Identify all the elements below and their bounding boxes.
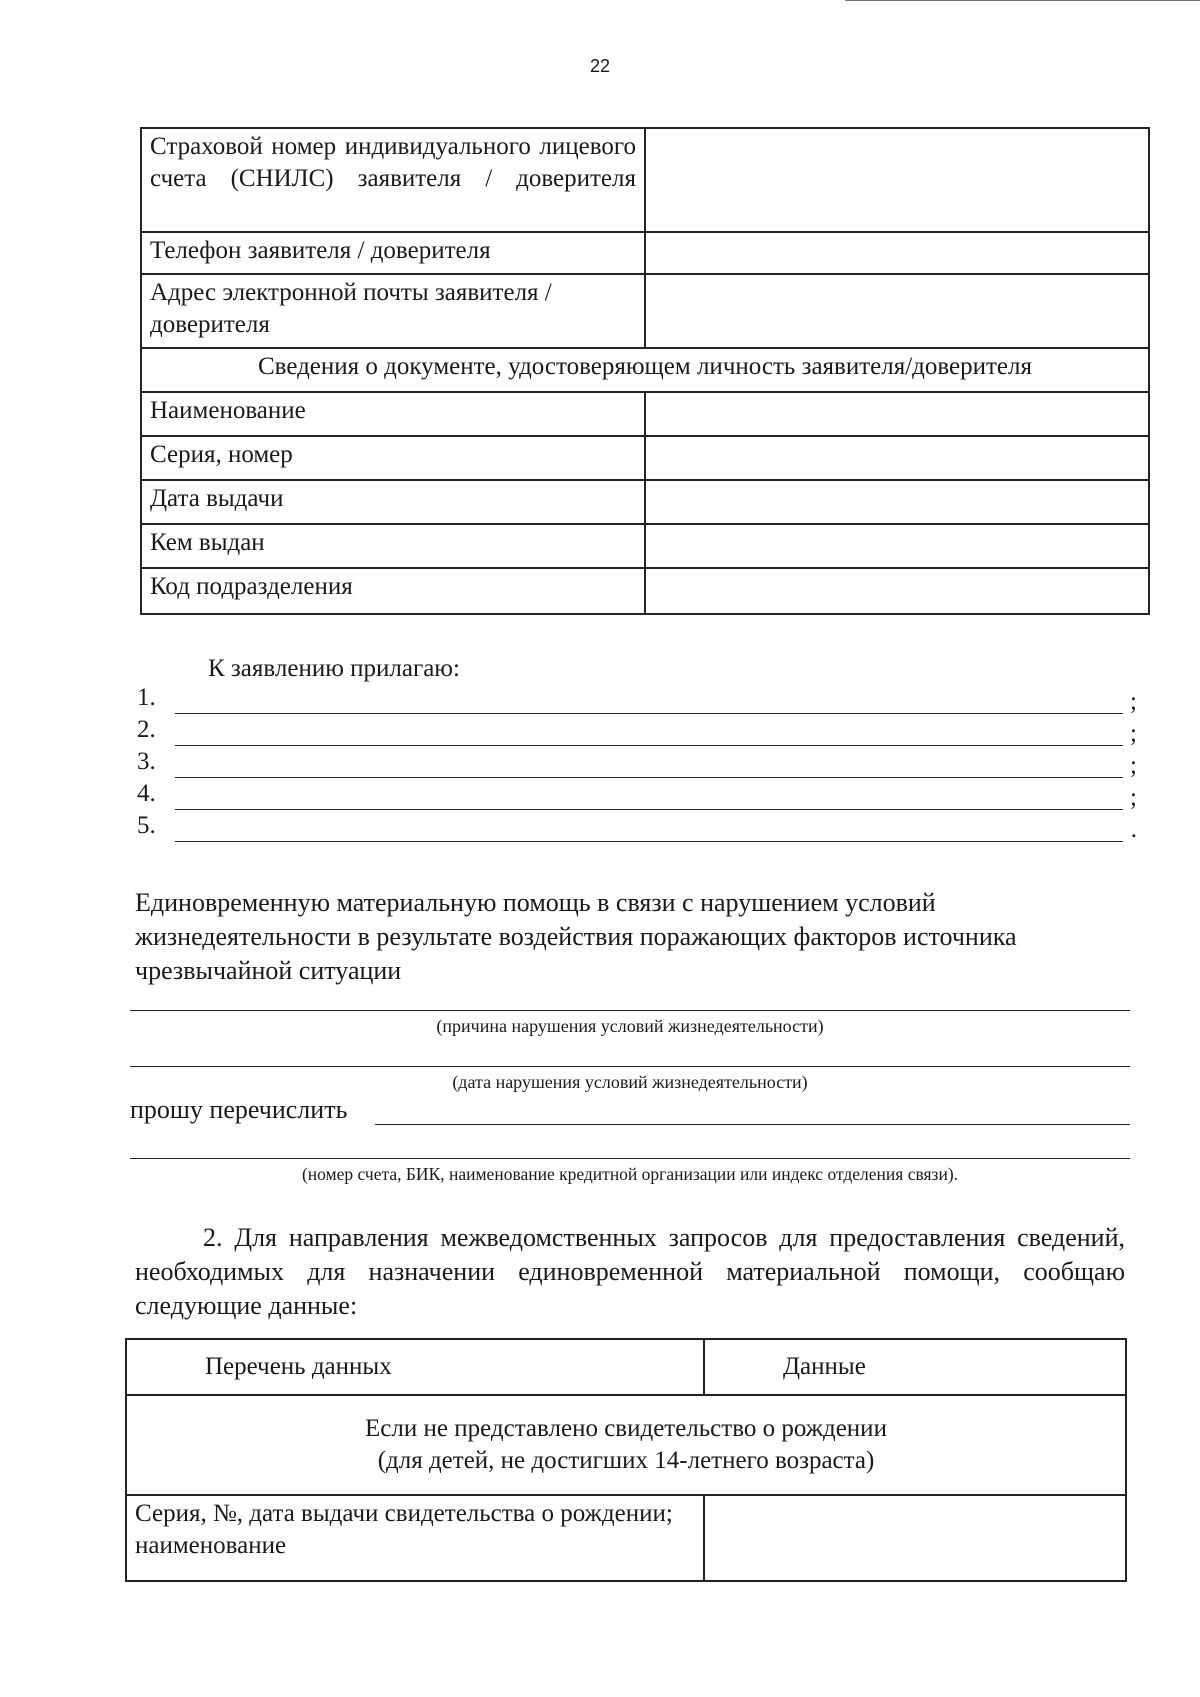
table-row <box>126 1339 1126 1395</box>
doc-issue-date-value-cell[interactable] <box>645 480 1149 524</box>
table-row <box>126 1495 1126 1581</box>
date-input-line[interactable] <box>130 1066 1130 1067</box>
doc-issued-by-value-cell[interactable] <box>645 524 1149 568</box>
transfer-input-line[interactable] <box>375 1124 1130 1125</box>
attachment-number: 1. <box>137 684 156 711</box>
phone-value-cell[interactable] <box>645 232 1149 274</box>
email-label: Адрес электронной почты заявителя / доверителя <box>141 274 645 348</box>
attachment-end-mark: ; <box>1130 688 1137 715</box>
attachment-end-mark: ; <box>1130 784 1137 811</box>
doc-name-label: Наименование <box>141 392 645 436</box>
attachment-number: 5. <box>137 812 156 839</box>
snils-label: Страховой номер индивидуального лицевого счета (СНИЛС) заявителя / доверителя <box>141 128 645 232</box>
header-col2: Данные <box>704 1339 1126 1395</box>
table-row <box>141 348 1149 392</box>
attachment-number: 3. <box>137 748 156 775</box>
table-row <box>141 524 1149 568</box>
attachment-row <box>137 812 1137 844</box>
attachment-row <box>137 716 1137 748</box>
data-list-table <box>125 1338 1127 1582</box>
transfer-label: прошу перечислить <box>130 1095 348 1124</box>
top-edge-line <box>845 0 1200 1</box>
attachment-input-line[interactable] <box>175 745 1123 746</box>
birth-certificate-value-cell[interactable] <box>704 1495 1126 1581</box>
header-col1: Перечень данных <box>126 1339 704 1395</box>
attachment-end-mark: ; <box>1130 752 1137 779</box>
doc-issue-date-label: Дата выдачи <box>141 480 645 524</box>
table-row <box>126 1395 1126 1495</box>
doc-issued-by-label: Кем выдан <box>141 524 645 568</box>
attachment-number: 2. <box>137 716 156 743</box>
attachment-input-line[interactable] <box>175 713 1123 714</box>
doc-series-number-value-cell[interactable] <box>645 436 1149 480</box>
payment-paragraph: Единовременную материальную помощь в связи с нарушением условий жизнедеятельности в результате воздействия поражающих факторов источника чрезвычайной ситуации <box>135 888 1017 985</box>
attachment-input-line[interactable] <box>175 777 1123 778</box>
page-number: 22 <box>589 56 611 76</box>
attachment-end-mark: . <box>1130 816 1137 843</box>
reason-caption: (причина нарушения условий жизнедеятельности) <box>436 1016 824 1036</box>
table-row <box>141 436 1149 480</box>
note-line-2: (для детей, не достигших 14-летнего возраста) <box>377 1447 875 1474</box>
attachment-row <box>137 748 1137 780</box>
attachment-row <box>137 780 1137 812</box>
birth-certificate-note <box>126 1395 1126 1495</box>
applicant-info-table <box>140 127 1150 615</box>
attachments-title: К заявлению прилагаю: <box>208 655 460 682</box>
snils-value-cell[interactable] <box>645 128 1149 232</box>
attachment-input-line[interactable] <box>175 841 1123 842</box>
table-row <box>141 480 1149 524</box>
table-row <box>141 392 1149 436</box>
attachment-row <box>137 684 1137 716</box>
attachment-end-mark: ; <box>1130 720 1137 747</box>
doc-series-number-label: Серия, номер <box>141 436 645 480</box>
birth-certificate-label: Серия, №, дата выдачи свидетельства о рождении; наименование <box>126 1495 704 1581</box>
account-caption: (номер счета, БИК, наименование кредитной организации или индекс отделения связи). <box>301 1164 959 1184</box>
account-input-line[interactable] <box>130 1158 1130 1159</box>
doc-division-code-value-cell[interactable] <box>645 568 1149 614</box>
table-row <box>141 274 1149 348</box>
date-caption: (дата нарушения условий жизнедеятельности) <box>452 1072 808 1092</box>
doc-division-code-label: Код подразделения <box>141 568 645 614</box>
table-row <box>141 568 1149 614</box>
phone-label: Телефон заявителя / доверителя <box>141 232 645 274</box>
email-value-cell[interactable] <box>645 274 1149 348</box>
note-line-1: Если не представлено свидетельство о рождении <box>365 1415 887 1442</box>
attachment-number: 4. <box>137 780 156 807</box>
reason-input-line[interactable] <box>130 1010 1130 1011</box>
attachment-input-line[interactable] <box>175 809 1123 810</box>
doc-name-value-cell[interactable] <box>645 392 1149 436</box>
section2-paragraph: 2. Для направления межведомственных запросов для предоставления сведений, необходимых для назначении единовременной материальной помощи, сообщаю следующие данные: <box>135 1223 1125 1320</box>
identity-doc-section-header: Сведения о документе, удостоверяющем личность заявителя/доверителя <box>141 348 1149 392</box>
table-row <box>141 128 1149 232</box>
table-row <box>141 232 1149 274</box>
